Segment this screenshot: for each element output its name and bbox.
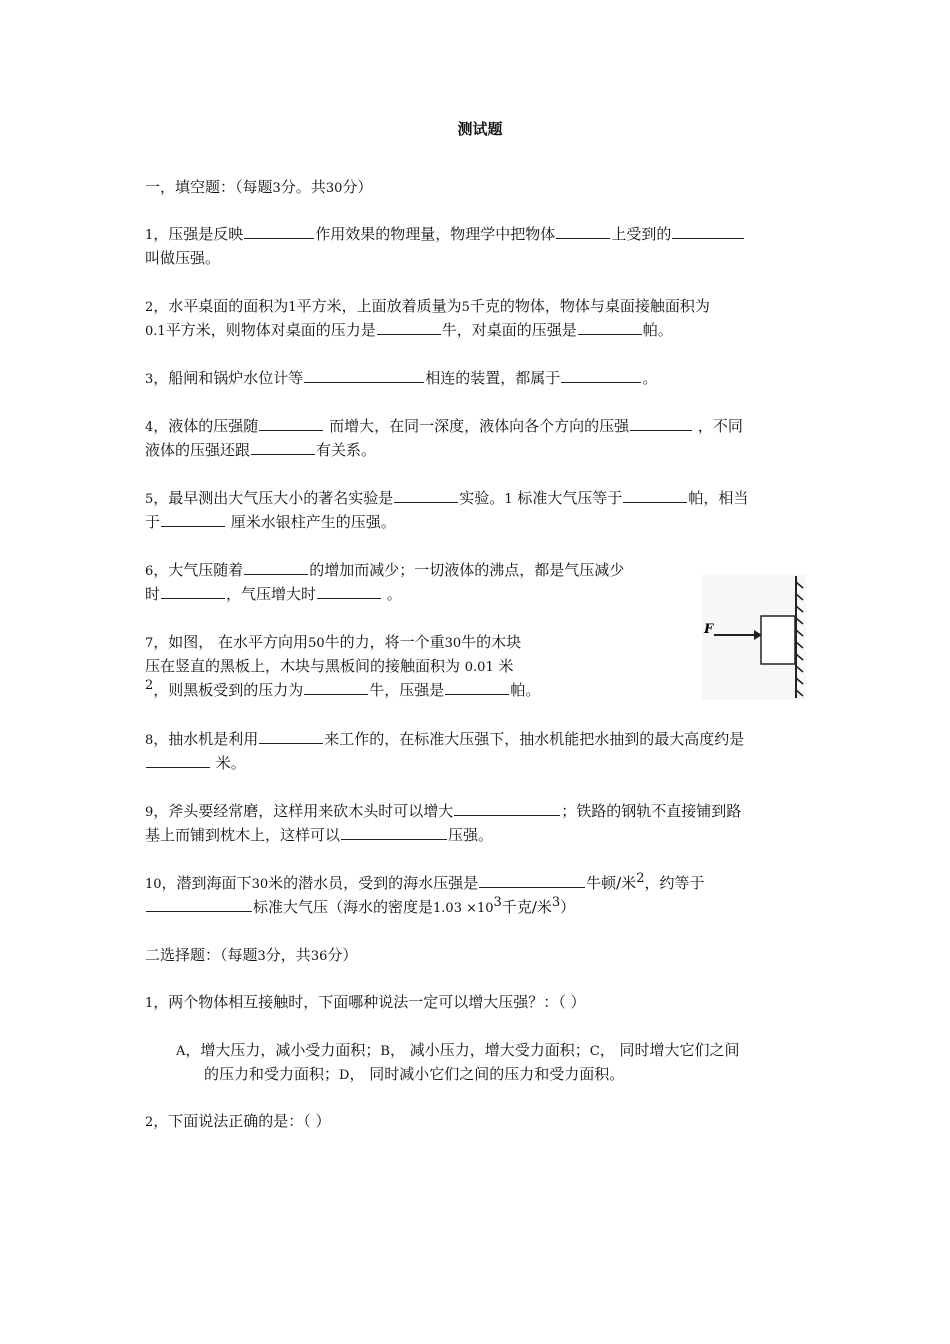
answer-blank[interactable] xyxy=(578,320,642,335)
section2-header xyxy=(145,945,357,967)
option-text[interactable]: 的压力和受力面积； xyxy=(204,1065,340,1083)
question-value: 1 xyxy=(504,492,513,507)
question-4-line2 xyxy=(145,440,376,460)
question-text: ，液体的压强随 xyxy=(153,417,259,435)
question-text: 基上而铺到枕木上，这样可以 xyxy=(145,826,341,844)
answer-blank[interactable] xyxy=(556,224,610,239)
mc-question-1 xyxy=(145,992,586,1014)
question-7-line1 xyxy=(145,632,521,654)
answer-blank[interactable] xyxy=(317,584,381,599)
question-text: 压在竖直的黑板上，木块与黑板间的接触面积为 xyxy=(145,657,465,675)
block-wall-figure xyxy=(702,574,806,700)
answer-blank[interactable] xyxy=(445,680,509,695)
question-value: 1.03 ×10 xyxy=(433,901,494,916)
answer-blank[interactable] xyxy=(454,801,560,816)
section1-header-text: 分。共 xyxy=(280,178,326,196)
question-text: 而增大，在同一深度，液体向各个方向的压强 xyxy=(324,417,630,435)
answer-blank[interactable] xyxy=(341,825,447,840)
question-text: 牛的力，将一个重 xyxy=(324,633,445,651)
option-text[interactable]: ， 减小压力，增大受力面积； xyxy=(389,1041,590,1059)
question-text: 牛，压强是 xyxy=(369,681,445,699)
force-diagram xyxy=(702,574,806,700)
question-text: ；铁路的钢轨不直接铺到路 xyxy=(561,802,742,820)
question-text: 有关系。 xyxy=(316,441,377,459)
question-text: 叫做压强。 xyxy=(145,249,221,267)
question-number: 8 xyxy=(145,733,154,748)
question-value: 30 xyxy=(444,636,462,651)
question-2-line2 xyxy=(145,320,673,342)
question-number: 6 xyxy=(145,564,154,579)
answer-blank[interactable] xyxy=(146,753,210,768)
question-number: 1 xyxy=(145,228,154,243)
superscript: 3 xyxy=(493,895,502,910)
superscript: 3 xyxy=(551,895,561,910)
option-text[interactable]: ， 同时增大它们之间 xyxy=(599,1041,740,1059)
question-text: 于 xyxy=(145,513,161,531)
question-text: ，不同 xyxy=(693,417,743,435)
question-10-line1 xyxy=(145,873,704,895)
answer-blank[interactable] xyxy=(244,560,308,575)
question-9-line1 xyxy=(145,801,741,823)
question-8-line1 xyxy=(145,729,744,751)
question-text: 。 xyxy=(382,585,402,603)
question-8-line2 xyxy=(145,753,246,773)
question-7-line3 xyxy=(145,680,540,700)
question-2-line1 xyxy=(145,296,710,318)
question-value: 1 xyxy=(288,300,297,315)
question-3 xyxy=(145,368,657,390)
superscript: 2 xyxy=(636,871,645,886)
answer-blank[interactable] xyxy=(561,368,641,383)
answer-blank[interactable] xyxy=(251,440,315,455)
question-text: ，船闸和锅炉水位计等 xyxy=(153,369,304,387)
question-text: 实验。 xyxy=(459,489,505,507)
question-text: ，气压增大时 xyxy=(226,585,317,603)
question-text: 牛顿/米 xyxy=(586,874,637,892)
question-text: ，大气压随着 xyxy=(153,561,244,579)
question-text: ，则黑板受到的压力为 xyxy=(153,681,304,699)
mc-question-1-options-line2 xyxy=(204,1064,624,1086)
question-number: 9 xyxy=(145,805,154,820)
question-number: 5 xyxy=(145,492,154,507)
option-text[interactable]: ， 同时减小它们之间的压力和受力面积。 xyxy=(349,1065,625,1083)
question-7-line2 xyxy=(145,656,514,678)
answer-blank[interactable] xyxy=(161,512,225,527)
question-value: 0.01 xyxy=(464,660,494,675)
question-number: 2 xyxy=(145,300,154,315)
question-text: 来工作的，在标准大压强下，抽水机能把水抽到的最大高度约是 xyxy=(324,730,745,748)
question-text: ，斧头要经常磨，这样用来砍木头时可以增大 xyxy=(153,802,454,820)
answer-blank[interactable] xyxy=(672,224,744,239)
question-text: 帕。 xyxy=(510,681,541,699)
answer-blank[interactable] xyxy=(394,488,458,503)
question-text: ，抽水机是利用 xyxy=(153,730,259,748)
question-text: 上受到的 xyxy=(611,225,672,243)
answer-blank[interactable] xyxy=(304,680,368,695)
question-text: ，水平桌面的面积为 xyxy=(153,297,289,315)
question-5-line2 xyxy=(145,512,396,532)
page-title: 测试题 xyxy=(457,120,503,138)
question-text: 帕，相当 xyxy=(688,489,749,507)
section2-points-each: 3 xyxy=(257,949,266,964)
section1-header-text: 分） xyxy=(342,178,373,196)
question-text: 标准大气压（海水的密度是 xyxy=(253,898,434,916)
question-6-line1 xyxy=(145,560,624,582)
wall-hatching xyxy=(796,582,803,696)
section1-header-text: 一，填空题：（每题 xyxy=(145,178,273,196)
section1-header xyxy=(145,177,372,199)
section2-points-total: 36 xyxy=(310,949,328,964)
question-text: ，最早测出大气压大小的著名实验是 xyxy=(153,489,394,507)
question-text: 的增加而减少；一切液体的沸点，都是气压减少 xyxy=(309,561,625,579)
question-number: 3 xyxy=(145,372,154,387)
wood-block xyxy=(761,616,795,664)
answer-blank[interactable] xyxy=(630,416,692,431)
question-text: 米 xyxy=(493,657,514,675)
question-text: 牛的木块 xyxy=(461,633,522,651)
question-number: 10 xyxy=(145,877,162,892)
option-letter[interactable]: D xyxy=(339,1068,350,1083)
question-text: 米的潜水员，受到的海水压强是 xyxy=(268,874,479,892)
question-text: 压强。 xyxy=(448,826,494,844)
force-label: F xyxy=(704,622,714,637)
section2-header-text: 分，共 xyxy=(265,946,311,964)
question-text: 牛，对桌面的压强是 xyxy=(441,321,577,339)
section1-points-each: 3 xyxy=(272,181,281,196)
question-text: 千克的物体，物体与桌面接触面积为 xyxy=(469,297,710,315)
question-text: 时 xyxy=(145,585,161,603)
question-4-line1 xyxy=(145,416,743,438)
superscript: 2 xyxy=(145,678,154,693)
question-value: 30 xyxy=(251,877,269,892)
answer-blank[interactable] xyxy=(377,320,441,335)
question-text: 。 xyxy=(642,369,658,387)
option-letter[interactable]: A xyxy=(176,1044,186,1059)
question-text: 平方米，上面放着质量为 xyxy=(296,297,462,315)
question-value: 50 xyxy=(308,636,325,651)
answer-blank[interactable] xyxy=(623,488,687,503)
question-text: 相连的装置，都属于 xyxy=(425,369,561,387)
question-text: 作用效果的物理量，物理学中把物体 xyxy=(315,225,556,243)
question-text: ，潜到海面下 xyxy=(161,874,252,892)
answer-blank[interactable] xyxy=(146,897,252,912)
question-number: 4 xyxy=(145,420,154,435)
question-1-line1 xyxy=(145,224,745,246)
section1-points-total: 30 xyxy=(325,181,343,196)
option-text[interactable]: ，增大压力，减小受力面积； xyxy=(185,1041,381,1059)
question-10-line2 xyxy=(145,897,575,919)
question-text: ） xyxy=(560,898,576,916)
question-value: 0.1 xyxy=(145,324,166,339)
question-text: ，约等于 xyxy=(644,874,705,892)
question-text: 千克/米 xyxy=(501,898,552,916)
section2-header-text: 二选择题：（每题 xyxy=(145,946,258,964)
question-text: ，压强是反映 xyxy=(153,225,244,243)
answer-blank[interactable] xyxy=(259,729,323,744)
question-text: 标准大气压等于 xyxy=(512,489,623,507)
mc-question-1-options-line1 xyxy=(176,1040,739,1062)
answer-blank[interactable] xyxy=(259,416,323,431)
question-5-line1 xyxy=(145,488,748,510)
answer-blank[interactable] xyxy=(244,224,314,239)
question-text: 液体的压强还跟 xyxy=(145,441,251,459)
option-letter[interactable]: C xyxy=(589,1044,600,1059)
question-9-line2 xyxy=(145,825,493,845)
answer-blank[interactable] xyxy=(479,873,585,888)
question-text: ，两个物体相互接触时，下面哪种说法一定可以增大压强？：（ ） xyxy=(153,993,586,1011)
mc-question-2 xyxy=(145,1111,331,1133)
question-1-line2 xyxy=(145,248,220,268)
option-letter[interactable]: B xyxy=(380,1044,390,1059)
question-text: 厘米水银柱产生的压强。 xyxy=(226,513,396,531)
question-text: ，下面说法正确的是：（ ） xyxy=(153,1112,331,1130)
question-number: 7 xyxy=(145,636,154,651)
question-value: 5 xyxy=(461,300,470,315)
answer-blank[interactable] xyxy=(161,584,225,599)
question-text: 帕。 xyxy=(642,321,673,339)
question-6-line2 xyxy=(145,584,402,604)
question-number: 1 xyxy=(145,996,154,1011)
question-text: 米。 xyxy=(211,754,246,772)
section2-header-text: 分） xyxy=(327,946,358,964)
question-number: 2 xyxy=(145,1115,154,1130)
question-text: 平方米，则物体对桌面的压力是 xyxy=(165,321,376,339)
answer-blank[interactable] xyxy=(304,368,424,383)
question-text: ，如图， 在水平方向用 xyxy=(153,633,309,651)
